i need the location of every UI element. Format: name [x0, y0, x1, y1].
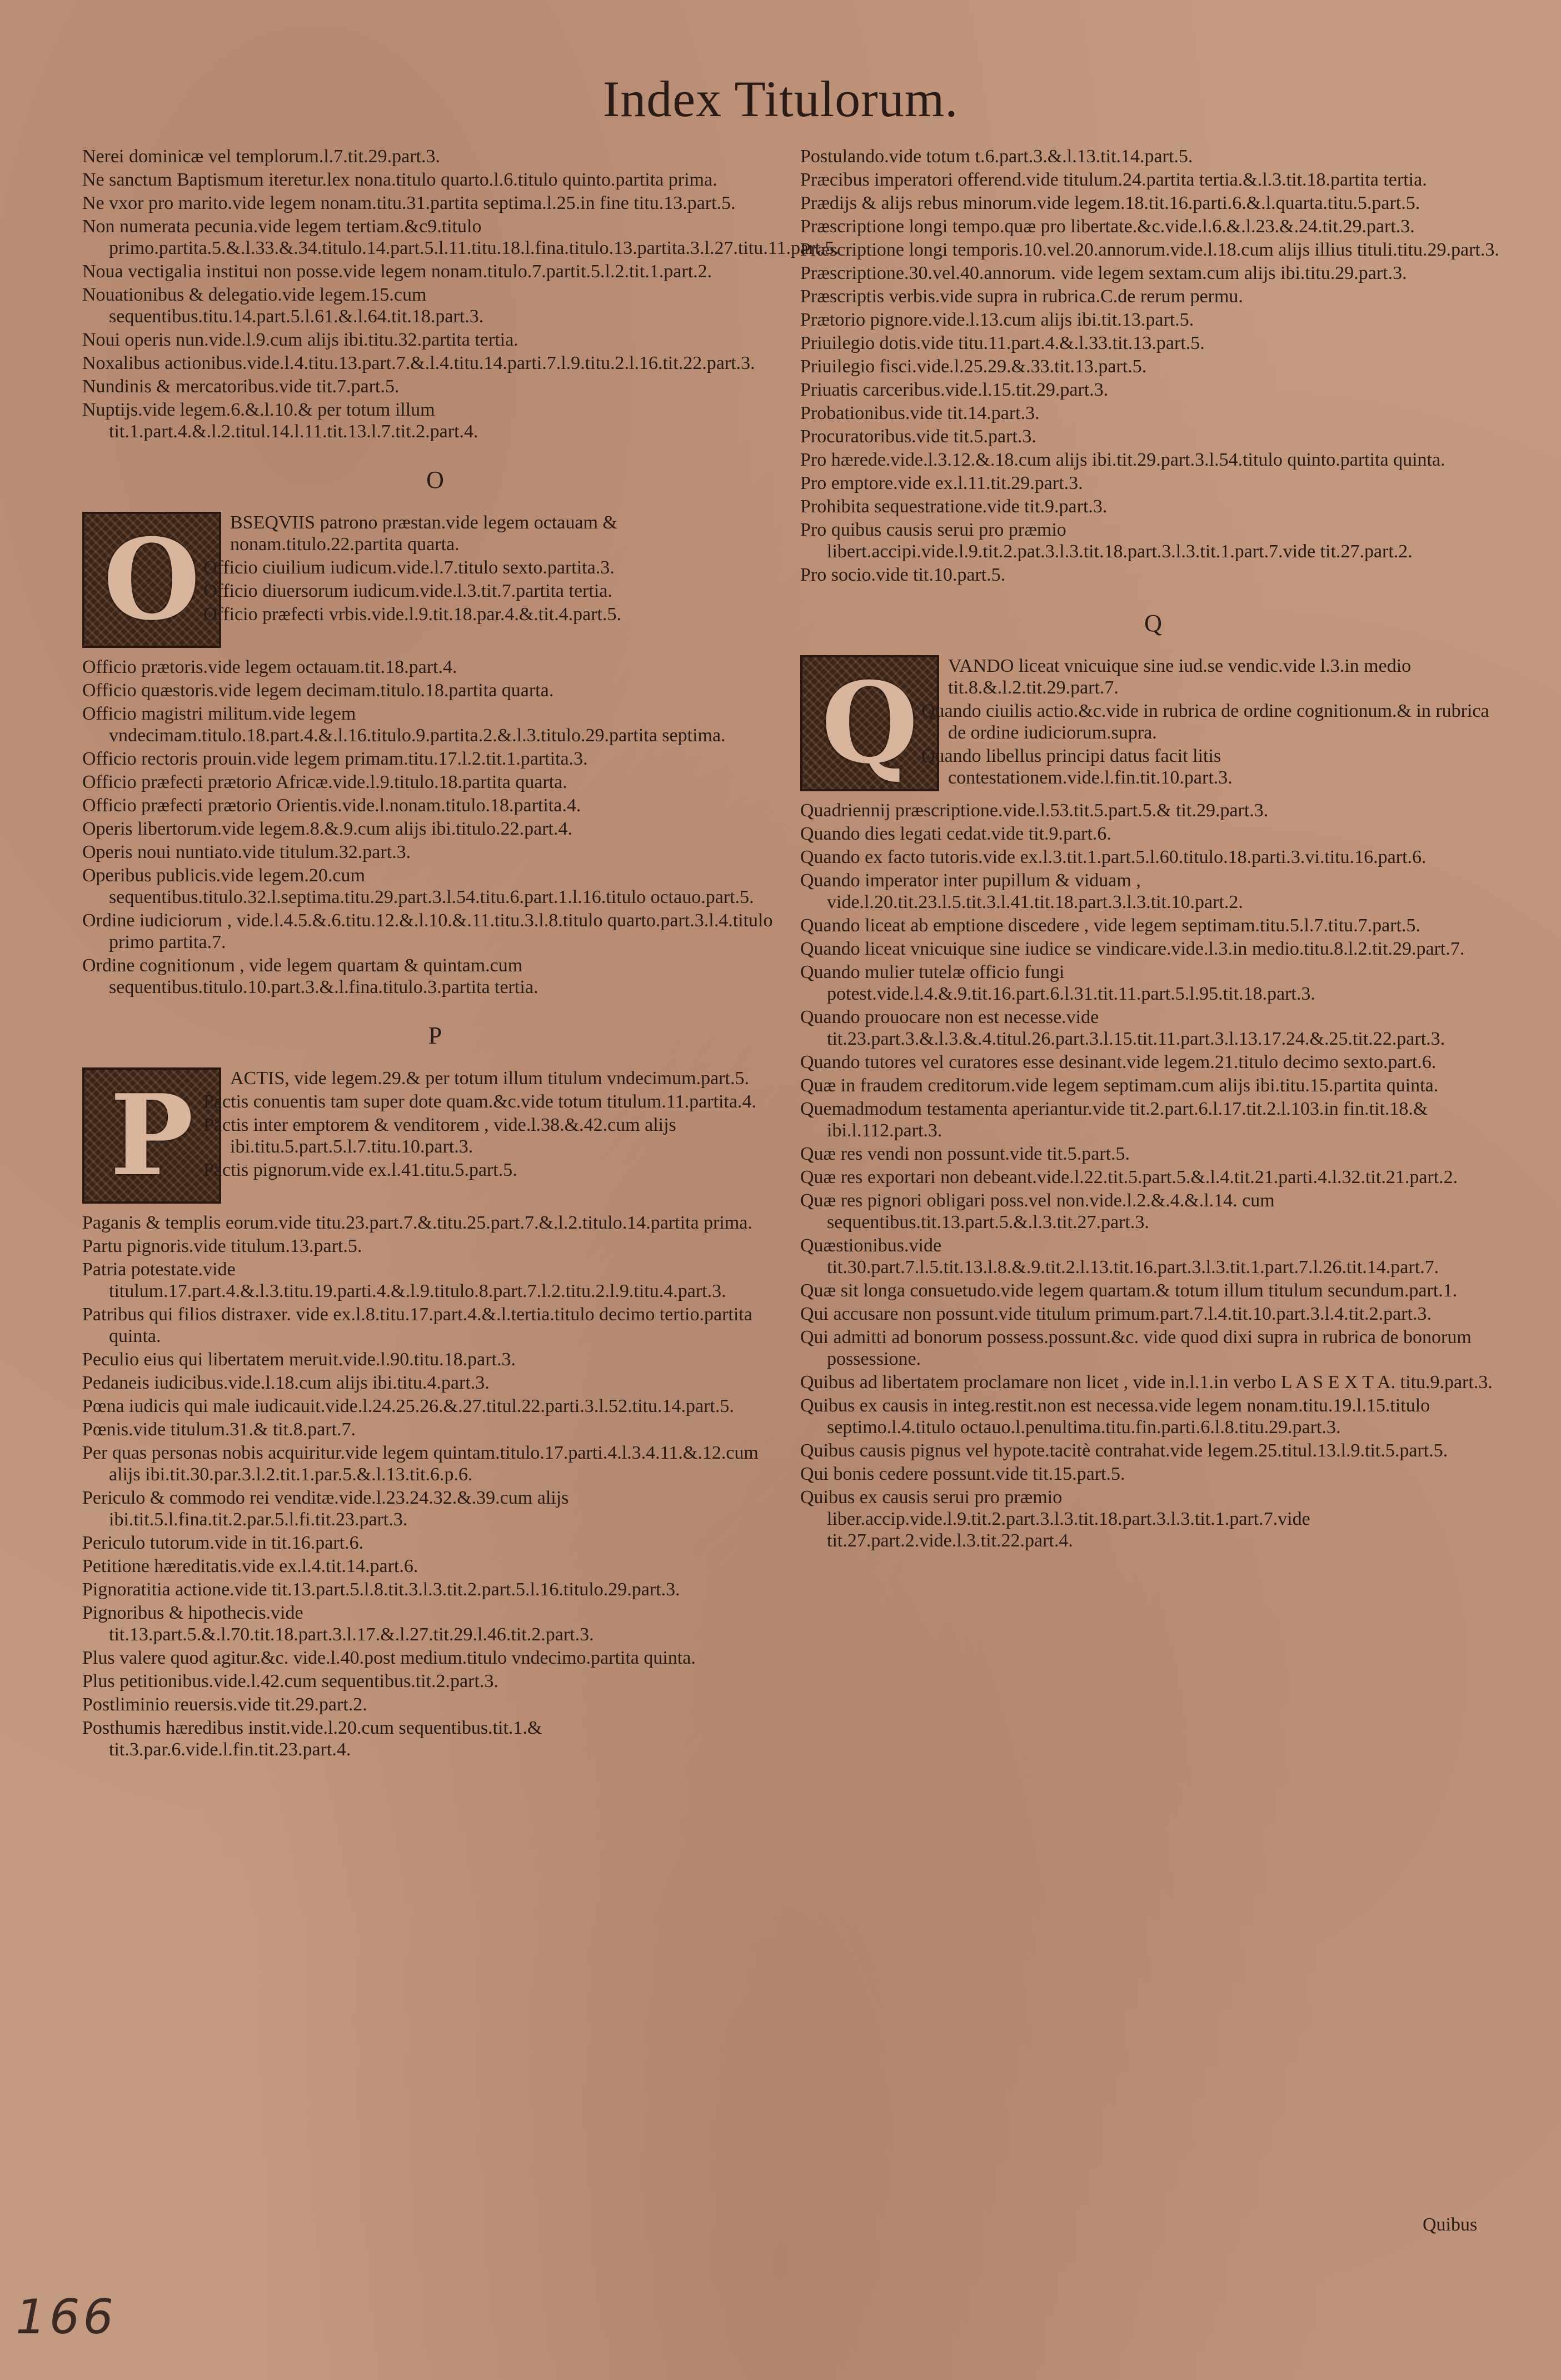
index-entry: Quæ res exportari non debeant.vide.l.22.tit.5.part.5.&.l.4.tit.21.parti.4.l.32.tit.21.part.2.: [800, 1167, 1458, 1187]
index-entry: Noui operis nun.vide.l.9.cum alijs ibi.titu.32.partita tertia.: [82, 330, 518, 350]
index-entry: Nundinis & mercatoribus.vide tit.7.part.5.: [82, 376, 400, 397]
index-entry: Noua vectigalia institui non posse.vide legem nonam.titulo.7.partit.5.l.2.tit.1.part.2.: [82, 261, 712, 282]
index-entry: Pro quibus causis serui pro præmio libert.accipi.vide.l.9.tit.2.pat.3.l.3.tit.18.part.3.l.3.tit.1.part.7.vide tit.27.part.2.: [800, 520, 1413, 562]
index-entry: Officio præfecti vrbis.vide.l.9.tit.18.par.4.&.tit.4.part.5.: [203, 604, 621, 625]
index-entry: Quibus ad libertatem proclamare non licet , vide in.l.1.in verbo L A S E X T A. titu.9.part.3.: [800, 1372, 1493, 1393]
index-entry: Quando ciuilis actio.&c.vide in rubrica de ordine cognitionum.& in rubrica de ordine iudiciorum.supra.: [921, 701, 1489, 743]
index-entry: Noxalibus actionibus.vide.l.4.titu.13.part.7.&.l.4.titu.14.parti.7.l.9.titu.2.l.16.tit.22.part.3.: [82, 353, 755, 373]
ornamental-initial-q: Q: [800, 655, 939, 791]
section-heading-p: P: [428, 1022, 442, 1049]
index-entry: Officio præfecti prætorio Africæ.vide.l.9.titulo.18.partita quarta.: [82, 772, 567, 792]
section-q: [800, 655, 1506, 800]
index-entry: Patribus qui filios distraxer. vide ex.l.8.titu.17.part.4.&.l.tertia.titulo decimo tertio.partita quinta.: [82, 1304, 752, 1346]
index-entry: Pœnis.vide titulum.31.& tit.8.part.7.: [82, 1419, 356, 1440]
index-entry: Præscriptione.30.vel.40.annorum. vide legem sextam.cum alijs ibi.titu.29.part.3.: [800, 263, 1407, 283]
index-entry: Officio prætoris.vide legem octauam.tit.18.part.4.: [82, 657, 457, 677]
index-entry: Priuatis carceribus.vide.l.15.tit.29.part.3.: [800, 380, 1109, 400]
ornamental-initial-o: O: [82, 512, 221, 648]
index-entry: Pignoribus & hipothecis.vide tit.13.part.5.&.l.70.tit.18.part.3.l.17.&.l.27.tit.29.l.46.tit.2.part.3.: [82, 1603, 594, 1645]
index-entry: Pactis pignorum.vide ex.l.41.titu.5.part.5.: [203, 1160, 517, 1180]
index-entry: Ordine cognitionum , vide legem quartam & quintam.cum sequentibus.titulo.10.part.3.&.l.fina.titulo.3.partita tertia.: [82, 955, 538, 997]
index-entry: Periculo & commodo rei venditæ.vide.l.23.24.32.&.39.cum alijs ibi.tit.5.l.fina.tit.2.par.5.l.fi.tit.23.part.3.: [82, 1488, 569, 1530]
index-entry: Pro emptore.vide ex.l.11.tit.29.part.3.: [800, 473, 1083, 493]
index-entry: Paganis & templis eorum.vide titu.23.part.7.&.titu.25.part.7.&.l.2.titulo.14.partita prima.: [82, 1213, 752, 1233]
index-entry: Quando ex facto tutoris.vide ex.l.3.tit.1.part.5.l.60.titulo.18.parti.3.vi.titu.16.part.6.: [800, 847, 1427, 867]
index-entry: Quæ res pignori obligari poss.vel non.vide.l.2.&.4.&.l.14. cum sequentibus.tit.13.part.5.&.l.3.tit.27.part.3.: [800, 1190, 1275, 1233]
index-entry: Nerei dominicæ vel templorum.l.7.tit.29.part.3.: [82, 146, 440, 167]
index-entry: Ne vxor pro marito.vide legem nonam.titu.31.partita septima.l.25.in fine titu.13.part.5.: [82, 193, 736, 213]
index-entry: Posthumis hæredibus instit.vide.l.20.cum sequentibus.tit.1.& tit.3.par.6.vide.l.fin.tit.23.part.4.: [82, 1718, 542, 1760]
index-entry: Quemadmodum testamenta aperiantur.vide tit.2.part.6.l.17.tit.2.l.103.in fin.tit.18.& ibi.l.112.part.3.: [800, 1099, 1428, 1141]
index-entry: Patria potestate.vide titulum.17.part.4.&.l.3.titu.19.parti.4.&.l.9.titulo.8.part.7.l.2.titu.2.l.9.titu.4.part.3.: [82, 1259, 726, 1301]
left-pre-list: [82, 146, 839, 442]
index-entry: Peculio eius qui libertatem meruit.vide.l.90.titu.18.part.3.: [82, 1349, 516, 1370]
section-o: [82, 512, 788, 656]
left-column: [82, 146, 839, 1762]
index-entry: Partu pignoris.vide titulum.13.part.5.: [82, 1236, 362, 1256]
index-entry: Quando mulier tutelæ officio fungi potest.vide.l.4.&.9.tit.16.part.6.l.31.tit.11.part.5.l.95.tit.18.part.3.: [800, 962, 1315, 1004]
right-column: [800, 146, 1506, 1553]
index-entry: Præscriptione longi tempo.quæ pro libertate.&c.vide.l.6.&.l.23.&.24.tit.29.part.3.: [800, 216, 1415, 237]
index-entry: Quando imperator inter pupillum & viduam , vide.l.20.tit.23.l.5.tit.3.l.41.tit.18.part.3.l.3.tit.10.part.2.: [800, 870, 1243, 912]
index-entry: Pactis conuentis tam super dote quam.&c.vide totum titulum.11.partita.4.: [203, 1091, 756, 1112]
index-entry: Per quas personas nobis acquiritur.vide legem quintam.titulo.17.parti.4.l.3.4.11.&.12.cum alijs ibi.tit.30.par.3.l.2.tit.1.par.5.&.l.13.tit.6.p.6.: [82, 1443, 759, 1485]
index-entry: Quando libellus principi datus facit litis contestationem.vide.l.fin.tit.10.part.3.: [921, 746, 1233, 788]
index-entry: Pro socio.vide tit.10.part.5.: [800, 565, 1006, 585]
index-entry: Priuilegio fisci.vide.l.25.29.&.33.tit.13.part.5.: [800, 356, 1147, 377]
index-entry: Priuilegio dotis.vide titu.11.part.4.&.l.33.tit.13.part.5.: [800, 333, 1205, 353]
index-entry: Quæ sit longa consuetudo.vide legem quartam.& totum illum titulum secundum.part.1.: [800, 1280, 1458, 1301]
index-entry: Qui bonis cedere possunt.vide tit.15.part.5.: [800, 1464, 1125, 1484]
section-heading-q: Q: [1144, 610, 1162, 637]
index-entry: Quibus ex causis in integ.restit.non est necessa.vide legem nonam.titu.19.l.15.titulo septimo.l.4.titulo octauo.l.penultima.titu.fin.parti.6.l.8.titu.29.part.3.: [800, 1395, 1430, 1438]
initial-entry: VANDO liceat vnicuique sine iud.se vendic.vide l.3.in medio tit.8.&.l.2.tit.29.part.7.: [948, 656, 1412, 698]
section-p: [82, 1067, 788, 1212]
index-entry: Ne sanctum Baptismum iteretur.lex nona.titulo quarto.l.6.titulo quinto.partita prima.: [82, 169, 717, 190]
index-entry: Quæ in fraudem creditorum.vide legem septimam.cum alijs ibi.titu.15.partita quinta.: [800, 1075, 1439, 1096]
folio-number: 166: [16, 2289, 117, 2345]
index-entry: Prohibita sequestratione.vide tit.9.part.3.: [800, 496, 1108, 517]
index-entry: Quando dies legati cedat.vide tit.9.part.6.: [800, 824, 1111, 844]
section-o-list: [82, 656, 788, 998]
index-entry: Procuratoribus.vide tit.5.part.3.: [800, 426, 1036, 447]
index-entry: Quando liceat vnicuique sine iudice se vindicare.vide.l.3.in medio.titu.8.l.2.tit.29.part.7.: [800, 939, 1465, 959]
index-entry: Operis noui nuntiato.vide titulum.32.part.3.: [82, 842, 411, 862]
index-entry: Periculo tutorum.vide in tit.16.part.6.: [82, 1533, 364, 1553]
index-entry: Quadriennij præscriptione.vide.l.53.tit.5.part.5.& tit.29.part.3.: [800, 800, 1269, 821]
index-entry: Probationibus.vide tit.14.part.3.: [800, 403, 1040, 423]
index-entry: Prætorio pignore.vide.l.13.cum alijs ibi.tit.13.part.5.: [800, 310, 1194, 330]
index-entry: Officio rectoris prouin.vide legem primam.titu.17.l.2.tit.1.partita.3.: [82, 749, 588, 769]
catchword: Quibus: [1423, 2214, 1478, 2235]
index-entry: Pactis inter emptorem & venditorem , vide.l.38.&.42.cum alijs ibi.titu.5.part.5.l.7.titu.10.part.3.: [203, 1115, 676, 1157]
index-entry: Officio quæstoris.vide legem decimam.titulo.18.partita quarta.: [82, 680, 554, 701]
index-entry: Præscriptione longi temporis.10.vel.20.annorum.vide.l.18.cum alijs illius tituli.titu.29.part.3.: [800, 240, 1499, 260]
index-entry: Præcibus imperatori offerend.vide titulum.24.partita tertia.&.l.3.tit.18.partita tertia.: [800, 169, 1427, 190]
page-title: Index Titulorum.: [602, 71, 959, 127]
section-p-list: [82, 1212, 788, 1760]
index-entry: Pedaneis iudicibus.vide.l.18.cum alijs ibi.titu.4.part.3.: [82, 1373, 490, 1393]
section-heading-o: O: [426, 466, 444, 493]
right-pre-list: [800, 146, 1506, 586]
index-entry: Nouationibus & delegatio.vide legem.15.cum sequentibus.titu.14.part.5.l.61.&.l.64.tit.18.part.3.: [82, 285, 484, 327]
index-entry: Quæ res vendi non possunt.vide tit.5.part.5.: [800, 1144, 1130, 1164]
index-entry: Quando tutores vel curatores esse desinant.vide legem.21.titulo decimo sexto.part.6.: [800, 1052, 1437, 1072]
index-entry: Prædijs & alijs rebus minorum.vide legem.18.tit.16.parti.6.&.l.quarta.titu.5.part.5.: [800, 193, 1420, 213]
index-entry: Pignoratitia actione.vide tit.13.part.5.l.8.tit.3.l.3.tit.2.part.5.l.16.titulo.29.part.3.: [82, 1579, 680, 1600]
index-entry: Quibus causis pignus vel hypote.tacitè contrahat.vide legem.25.titul.13.l.9.tit.5.part.5.: [800, 1440, 1448, 1461]
index-entry: Operibus publicis.vide legem.20.cum sequentibus.titulo.32.l.septima.titu.29.part.3.l.54.titu.6.part.1.l.16.titulo octauo.part.5.: [82, 865, 754, 907]
index-entry: Qui admitti ad bonorum possess.possunt.&c. vide quod dixi supra in rubrica de bonorum possessione.: [800, 1327, 1472, 1369]
index-entry: Pœna iudicis qui male iudicauit.vide.l.24.25.26.&.27.titul.22.parti.3.l.52.titu.14.part.5.: [82, 1396, 734, 1416]
initial-entry: ACTIS, vide legem.29.& per totum illum titulum vndecimum.part.5.: [230, 1068, 749, 1089]
index-entry: Ordine iudiciorum , vide.l.4.5.&.6.titu.12.&.l.10.&.11.titu.3.l.8.titulo quarto.part.3.l.4.titulo primo partita.7.: [82, 910, 773, 952]
index-entry: Quæstionibus.vide tit.30.part.7.l.5.tit.13.l.8.&.9.tit.2.l.13.tit.16.part.3.l.3.tit.1.part.7.l.26.tit.14.part.7.: [800, 1235, 1439, 1278]
index-entry: Quando liceat ab emptione discedere , vide legem septimam.titu.5.l.7.titu.7.part.5.: [800, 915, 1421, 936]
index-entry: Non numerata pecunia.vide legem tertiam.&c9.titulo primo.partita.5.&.l.33.&.34.titulo.14.part.5.l.11.titu.18.l.fina.titulo.13.partita.3.l.27.titu.11.part.5.: [82, 216, 839, 258]
index-entry: Petitione hæreditatis.vide ex.l.4.tit.14.part.6.: [82, 1556, 418, 1576]
index-entry: Qui accusare non possunt.vide titulum primum.part.7.l.4.tit.10.part.3.l.4.tit.2.part.3.: [800, 1304, 1432, 1324]
index-entry: Officio magistri militum.vide legem vndecimam.titulo.18.part.4.&.l.16.titulo.9.partita.2.&.l.3.titulo.29.partita septima.: [82, 703, 726, 746]
index-entry: Postulando.vide totum t.6.part.3.&.l.13.tit.14.part.5.: [800, 146, 1193, 167]
index-entry: Quando prouocare non est necesse.vide tit.23.part.3.&.l.3.&.4.titul.26.part.3.l.15.tit.11.part.3.l.13.17.24.&.25.tit.22.part.3.: [800, 1007, 1445, 1049]
index-entry: Pro hærede.vide.l.3.12.&.18.cum alijs ibi.tit.29.part.3.l.54.titulo quinto.partita quinta.: [800, 450, 1445, 470]
index-entry: Nuptijs.vide legem.6.&.l.10.& per totum illum tit.1.part.4.&.l.2.titul.14.l.11.tit.13.l.7.tit.2.part.4.: [82, 400, 478, 442]
index-entry: Plus valere quod agitur.&c. vide.l.40.post medium.titulo vndecimo.partita quinta.: [82, 1648, 696, 1668]
initial-entry: BSEQVIIS patrono præstan.vide legem octauam & nonam.titulo.22.partita quarta.: [230, 512, 617, 555]
index-entry: Officio diuersorum iudicum.vide.l.3.tit.7.partita tertia.: [203, 581, 612, 601]
index-entry: Postliminio reuersis.vide tit.29.part.2.: [82, 1694, 367, 1715]
section-q-list: [800, 800, 1506, 1551]
index-entry: Operis libertorum.vide legem.8.&.9.cum alijs ibi.titulo.22.part.4.: [82, 819, 572, 839]
index-entry: Præscriptis verbis.vide supra in rubrica.C.de rerum permu.: [800, 286, 1243, 307]
index-entry: Officio præfecti prætorio Orientis.vide.l.nonam.titulo.18.partita.4.: [82, 795, 581, 816]
index-entry: Officio ciuilium iudicum.vide.l.7.titulo sexto.partita.3.: [203, 557, 615, 578]
index-entry: Plus petitionibus.vide.l.42.cum sequentibus.tit.2.part.3.: [82, 1671, 498, 1692]
index-entry: Quibus ex causis serui pro præmio liber.accip.vide.l.9.tit.2.part.3.l.3.tit.18.part.3.l.3.tit.1.part.7.vide tit.27.part.2.vide.l.3.tit.22.part.4.: [800, 1487, 1310, 1551]
ornamental-initial-p: P: [82, 1067, 221, 1204]
